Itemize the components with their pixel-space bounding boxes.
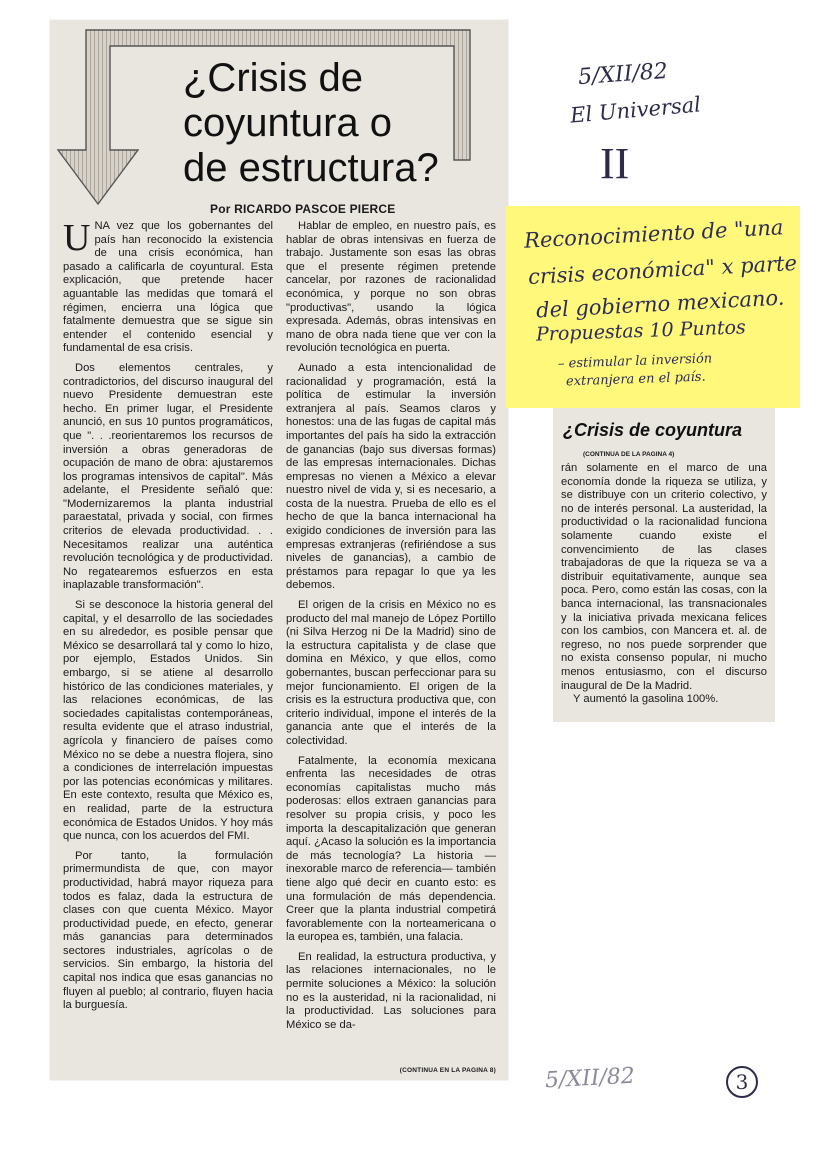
paragraph: Fatalmente, la economía mexicana enfrenta las necesidades de otras economías capitalistas mucho más poderosas: ellos extraen ganancias para resolver su propia crisis, y poco les importa la descapitalización que generan aquí. ¿Acaso la solución es la importancia de más tecnología? La historia —inexorable marco de referencia— también tiene algo qué decir en cuanto esto: es una formulación de más dependencia. Creer que la planta industrial competirá favorablemente con la norteamericana o la europea es, también, una falacia. (286, 754, 496, 944)
sticky-line: crisis económica" x parte (527, 250, 798, 290)
paragraph: El origen de la crisis en México no es producto del mal manejo de López Portillo (ni Silva Herzog ni De la Madrid) sino de la estructura capitalista y de clase que domina en México, y que ellos, como gobernantes, buscan perfeccionar para su mejor funcionamiento. El origen de la crisis es la estructura productiva que, con criterio individual, impone el interés de la ganancia ante que el interés de la colectividad. (286, 599, 496, 747)
title-line: coyuntura o (183, 101, 393, 145)
title-line: ¿Crisis de (183, 56, 364, 100)
continuation-note: (CONTINUA EN LA PAGINA 8) (399, 1067, 496, 1074)
paragraph: Dos elementos centrales, y contradictorios, del discurso inaugural del nuevo Presidente demuestran este hecho. En primer lugar, el Presidente anunció, en sus 10 puntos programáticos, que ". . .reorientaremos los recursos de inversión a obras generadoras de ocupación de mano de obra: ajustaremos los programas intensivos de capital". Más adelante, el Presidente señaló que: "Modernizaremos la planta industrial paraestatal, privada y social, con firmes criterios de elevada productividad. . . Necesitamos realizar una auténtica revolución tecnológica y de productividad. No regatearemos esfuerzos en esta inaplazable transformación". (63, 361, 273, 592)
article-title (183, 56, 503, 191)
paragraph: Por tanto, la formulación primermundista de que, con mayor productividad, habrá mayor riqueza para todos es falaz, dada la estructura de clases con que cuenta México. Mayor productividad puede, en efecto, generar más ganancias para determinados sectores industriales, agrícolas o de servicios. Sin embargo, la historia del capital nos indica que esas ganancias no fluyen al pueblo; al contrario, fluyen hacia la burguesía. (63, 849, 273, 1012)
paragraph: Hablar de empleo, en nuestro país, es hablar de obras intensivas en fuerza de trabajo. Justamente son esas las obras que el presente régimen pretende cancelar, por razones de racionalidad económica, y porque no son obras "productivas", usando la lógica expresada. Además, obras intensivas en mano de obra nada tiene que ver con la revolución tecnológica en puerta. (286, 220, 496, 355)
paragraph: Y aumentó la gasolina 100%. (573, 693, 719, 706)
paragraph (63, 217, 273, 356)
continuation-clipping (553, 408, 775, 722)
drop-cap: U (63, 217, 91, 259)
sticky-line: – estimular la inversión (557, 351, 713, 372)
article-column-right (286, 220, 496, 1038)
article-column-left (63, 217, 273, 1019)
paragraph: Si se desconoce la historia general del capital, y el desarrollo de las sociedades en su alrededor, es posible pensar que México se desarrollará tal y como lo hizo, por ejemplo, Estados Unidos. Sin embargo, si se atiene al desarrollo histórico de las condiciones materiales, y las relaciones económicas, de las sociedades capitalistas contemporáneas, resulta evidente que el atraso industrial, agrícola y financiero de países como México no se debe a nuestra flojera, sino a condiciones de interrelación impuestas por las potencias económicas y militares. En este contexto, resulta que México es, en realidad, parte de la estructura económica de Estados Unidos. Y hoy más que nunca, con los acuerdos del FMI. (63, 599, 273, 843)
byline: Por RICARDO PASCOE PIERCE (210, 202, 396, 216)
continuation-body (561, 462, 767, 707)
paragraph-text: NA vez que los gobernantes del país han reconocido la existencia de una crisis económica, han pasado a calificarla de coyuntural. Esta explicación, que pretende hacer aguantable las medidas que tomará el régimen, encierra una lógica que fatalmente demuestra que se sigue sin entender el contenido esencial y fundamental de esa crisis. (63, 220, 273, 355)
handwritten-source: El Universal (569, 92, 702, 128)
continuation-title: ¿Crisis de coyuntura (563, 420, 743, 440)
sticky-line: Propuestas 10 Puntos (535, 316, 747, 346)
sticky-note (506, 206, 800, 408)
paragraph: En realidad, la estructura productiva, y las relaciones internacionales, no le permite soluciones a México: la solución no es la austeridad, ni la racionalidad, ni la productividad. Las soluciones para México se da- (286, 950, 496, 1031)
continuation-subtitle: (CONTINUA DE LA PAGINA 4) (583, 451, 675, 458)
sticky-line: del gobierno mexicano. (535, 285, 785, 323)
title-line: de estructura? (183, 146, 439, 190)
paragraph: Aunado a esta intencionalidad de racionalidad y programación, está la política de estimular la inversión extranjera al país. Seamos claros y honestos: una de las fugas de capital más importantes del país ha sido la extracción de ganancias (bajo sus diversas formas) de las empresas internacionales. Dichas empresas no vienen a México a elevar nuestro nivel de vida y, si es necesario, a costa de la nuestra. Prueba de ello es el hecho de que la banca internacional ha exigido condiciones de inversión para las empresas extranjeras (refiriéndose a sus niveles de ganancias), a cambio de préstamos para repagar lo que ya les debemos. (286, 361, 496, 592)
handwritten-page-number (726, 1066, 758, 1098)
handwritten-date-bottom: 5/XII/82 (544, 1063, 636, 1094)
page-number-text: 3 (735, 1070, 749, 1094)
handwritten-date: 5/XII/82 (577, 58, 669, 91)
paragraph: rán solamente en el marco de una economía donde la riqueza se utiliza, y se distribuye con un criterio colectivo, y no de interés personal. La austeridad, la productividad o la racionalidad funciona solamente cuando existe el convencimiento de las clases trabajadoras de que la riqueza se va a distribuir equitativamente, aunque sea poca. Pero, como están las cosas, con la banca internacional, las transnacionales y la iniciativa privada mexicana felices con los cambios, con Mancera et. al. de regreso, no nos puede sorprender que no exista consenso popular, ni mucho menos entusiasmo, con el discurso inaugural de De la Madrid. (561, 462, 767, 692)
handwritten-roman-numeral: II (600, 139, 630, 188)
article-clipping (50, 20, 508, 1080)
sticky-line: extranjera en el país. (565, 369, 706, 390)
sticky-line: Reconocimiento de "una (523, 215, 784, 253)
